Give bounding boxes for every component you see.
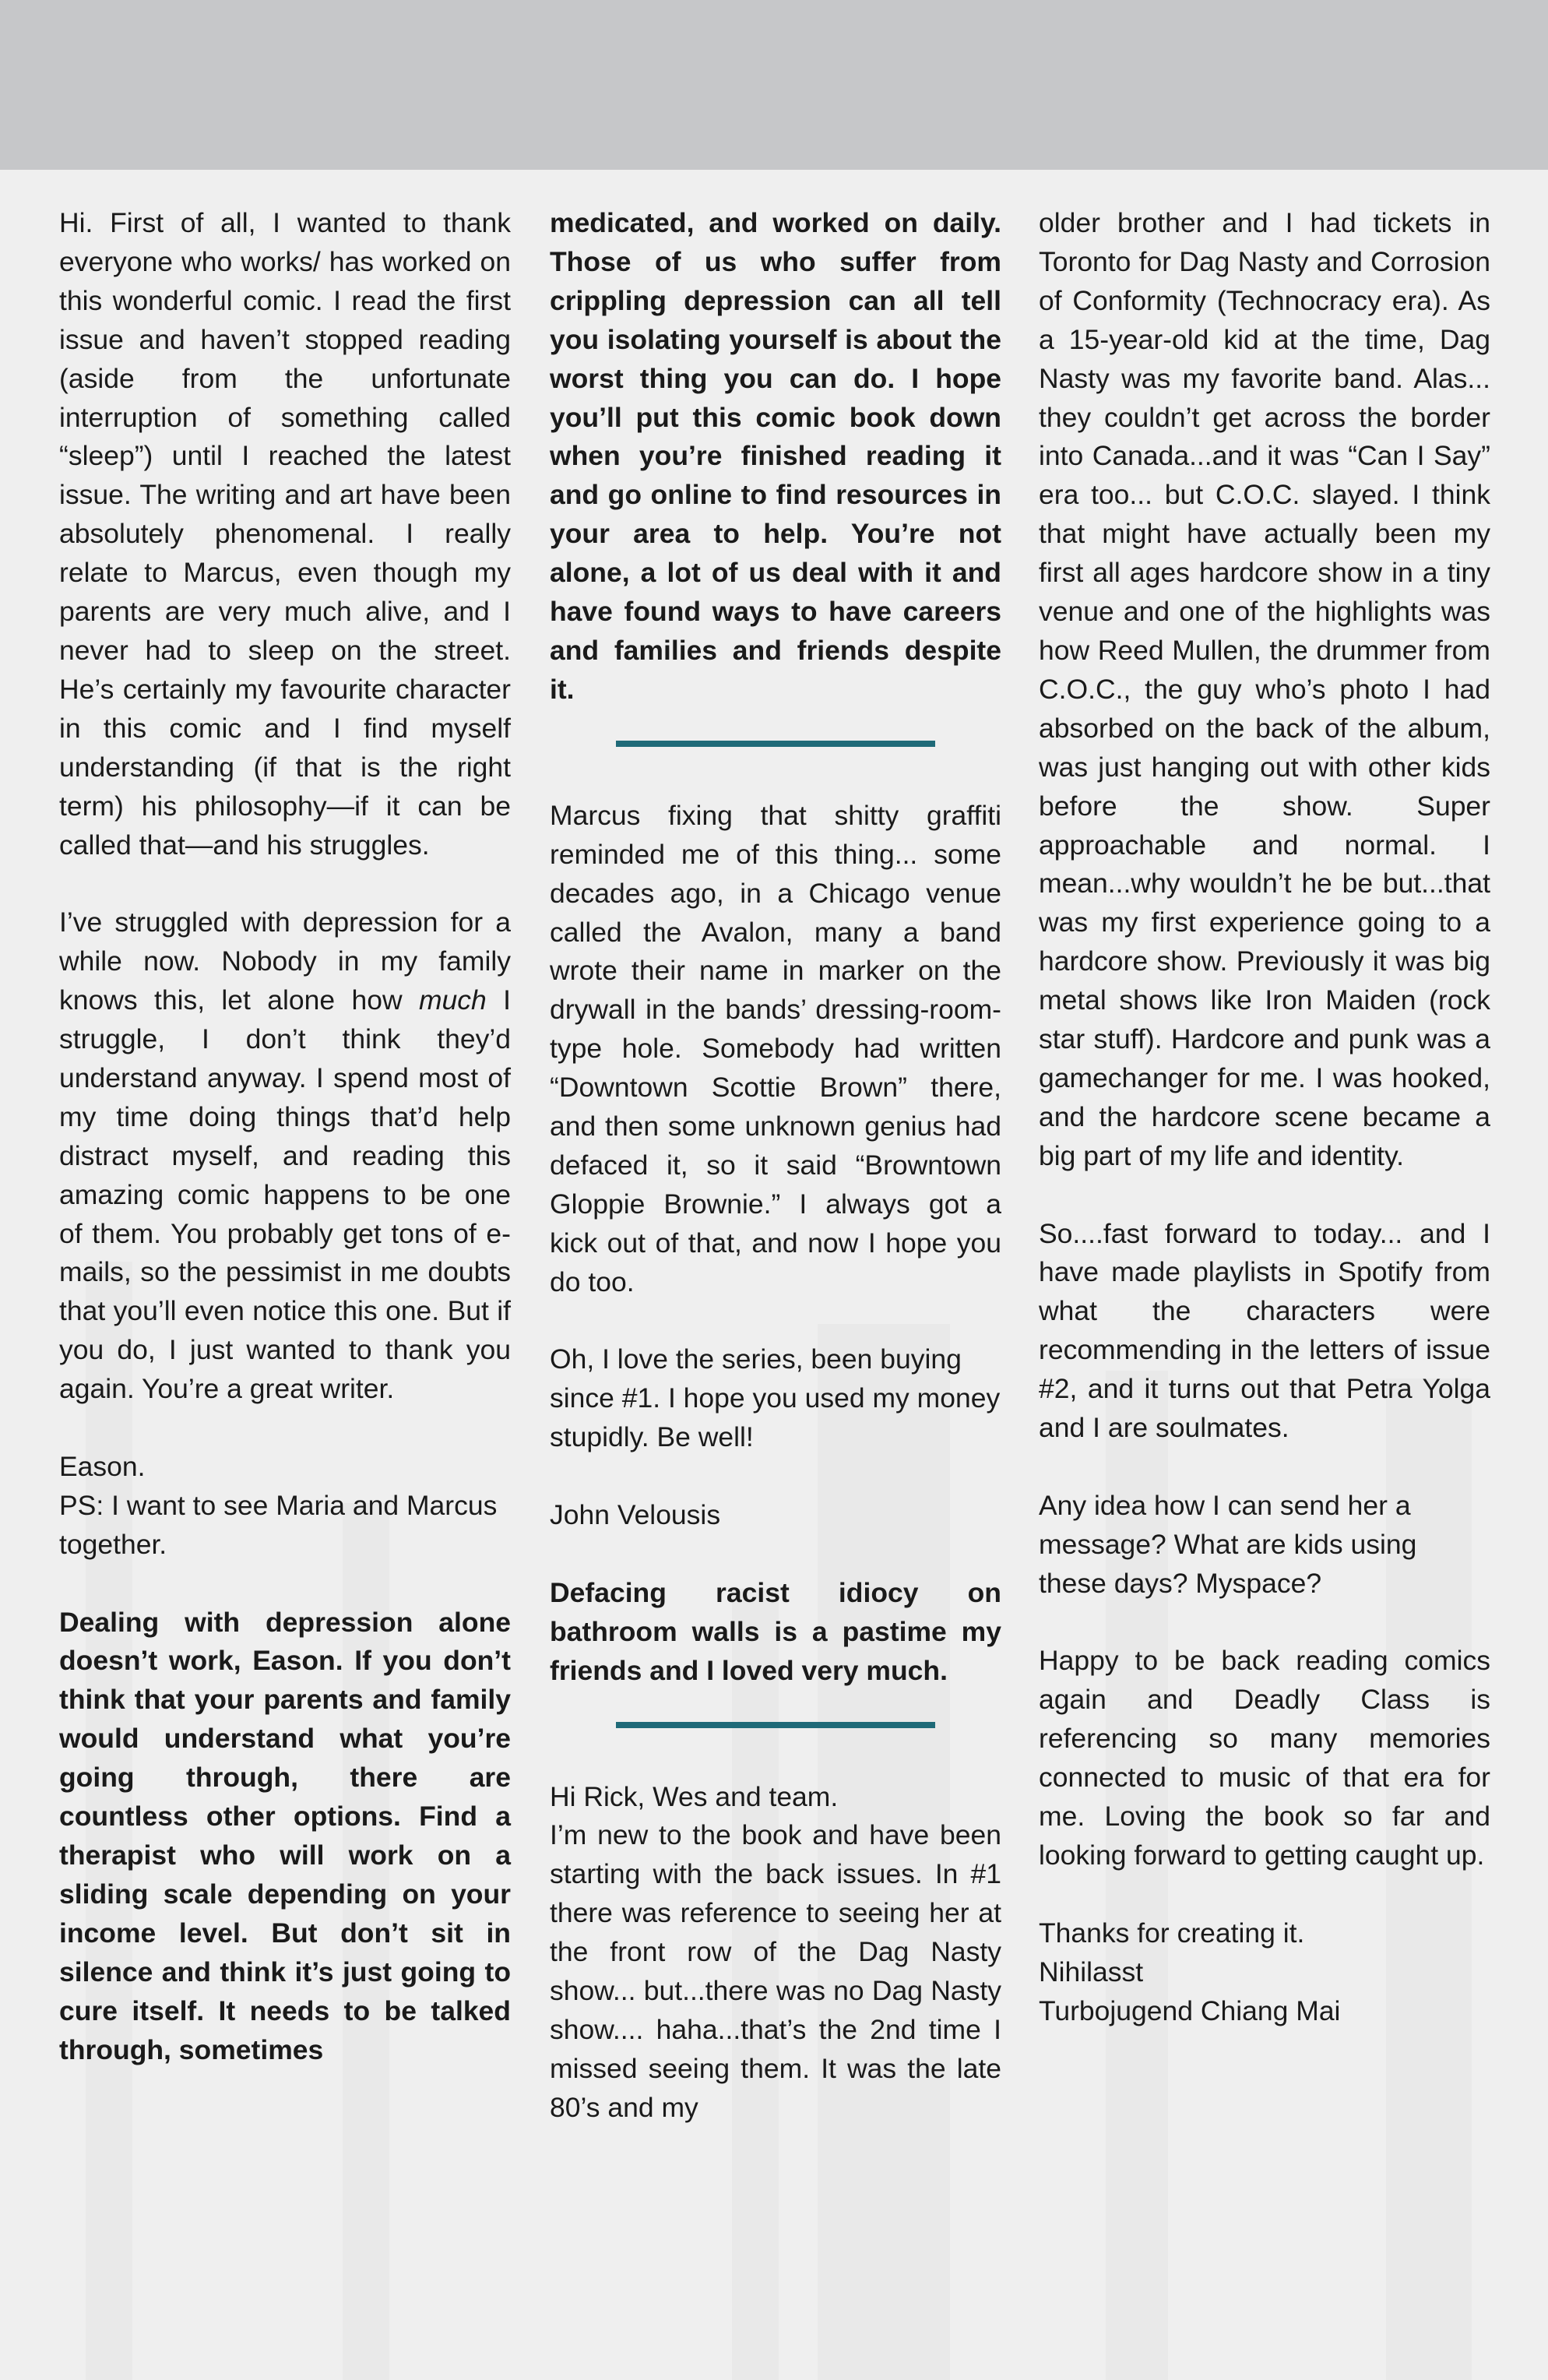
letter-paragraph: Hi. First of all, I wanted to thank everyone who works/ has worked on this wonderful comic. I read the first issue and haven’t stopped reading (aside from the unfortunate interruption of something called “sleep”) until I reached the latest issue. The writing and art have been absolutely phenomenal. I really relate to Marcus, even though my parents are very much alive, and I never had to sleep on the street. He’s certainly my favourite character in this comic and I find myself understanding (if that is the right term) his philosophy—if it can be called that—and his struggles. (59, 207, 511, 861)
header-band (0, 0, 1548, 170)
letter-text: I struggle, I don’t think they’d understand anyway. I spend most of my time doing things that’d help distract myself, and reading this amazing comic happens to be one of them. You probably get tons of e-mails, so the pessimist in me doubts that you’ll even notice this one. But if you do, I just wanted to thank you again. You’re a great writer. (59, 984, 511, 1405)
editor-reply: Dealing with depression alone doesn’t work, Eason. If you don’t think that your parents and family would understand what you’re going through, there are countless other options. Find a therapist who will work on a sliding scale depending on your income level. But don’t sit in silence and think it’s just going to cure itself. It needs to be talked through, sometimes (59, 1606, 511, 2065)
editor-reply: Defacing racist idiocy on bathroom walls is a pastime my friends and I loved very much. (550, 1576, 1001, 1686)
letter-greeting: Hi Rick, Wes and team. (550, 1780, 839, 1812)
section-divider (616, 741, 935, 747)
column-2 (550, 204, 1001, 2167)
letter-location: Turbojugend Chiang Mai (1039, 1994, 1341, 2026)
letter-paragraph: So....fast forward to today... and I have made playlists in Spotify from what the characters were recommending in the letters of issue #2, and it turns out that Petra Yolga and I are soulmates. (1039, 1217, 1490, 1444)
letter-text: I’ve struggled with depression for a while now. Nobody in my family knows this, let alone how (59, 907, 511, 1016)
letter-signature: Nihilasst (1039, 1956, 1144, 1987)
column-1 (59, 204, 511, 2108)
letter-signature: Eason. (59, 1450, 146, 1482)
section-divider (616, 1722, 935, 1728)
letter-signature: John Velousis (550, 1499, 721, 1531)
letter-paragraph: Oh, I love the series, been buying since #1. I hope you used my money stupidly. Be well! (550, 1343, 1001, 1453)
letter-paragraph (59, 903, 511, 1409)
letter-paragraph: older brother and I had tickets in Toronto for Dag Nasty and Corrosion of Conformity (Technocracy era). As a 15-year-old kid at the time, Dag Nasty was my favorite band. Alas... they couldn’t get across the border into Canada...and it was “Can I Say” era too... but C.O.C. slayed. I think that might have actually been my first all ages hardcore show in a tiny venue and one of the highlights was how Reed Mullen, the drummer from C.O.C., the guy who’s photo I had absorbed on the back of the album, was just hanging out with other kids before the show. Super approachable and normal. I mean...why wouldn’t he be but...that was my first experience going to a hardcore show. Previously it was big metal shows like Iron Maiden (rock star stuff). Hardcore and punk was a gamechanger for me. I was hooked, and the hardcore scene became a big part of my life and identity. (1039, 207, 1490, 1171)
editor-reply: medicated, and worked on daily. Those of us who suffer from crippling depression can all tell you isolating yourself is about the worst thing you can do. I hope you’ll put this comic book down when you’re finished reading it and go online to find resources in your area to help. You’re not alone, a lot of us deal with it and have found ways to have careers and families and friends despite it. (550, 207, 1001, 705)
letter-paragraph: Happy to be back reading comics again and Deadly Class is referencing so many memories connected to music of that era for me. Loving the book so far and looking forward to getting caught up. (1039, 1645, 1490, 1871)
letter-paragraph: I’m new to the book and have been starting with the back issues. In #1 there was reference to seeing her at the front row of the Dag Nasty show... but...there was no Dag Nasty show.... haha...that’s the 2nd time I missed seeing them. It was the late 80’s and my (550, 1819, 1001, 2123)
letter-postscript: PS: I want to see Maria and Marcus together. (59, 1489, 498, 1560)
emphasis-text: much (418, 984, 487, 1016)
column-3 (1039, 204, 1490, 2031)
letter-paragraph: Any idea how I can send her a message? What are kids using these days? Myspace? (1039, 1489, 1417, 1599)
letter-paragraph: Marcus fixing that shitty graffiti reminded me of this thing... some decades ago, in a Chicago venue called the Avalon, many a band wrote their name in marker on the drywall in the bands’ dressing-room-type hole. Somebody had written “Downtown Scottie Brown” there, and then some unknown genius had defaced it, so it said “Browntown Gloppie Brownie.” I always got a kick out of that, and now I hope you do too. (550, 799, 1001, 1297)
letter-thanks: Thanks for creating it. (1039, 1917, 1305, 1949)
